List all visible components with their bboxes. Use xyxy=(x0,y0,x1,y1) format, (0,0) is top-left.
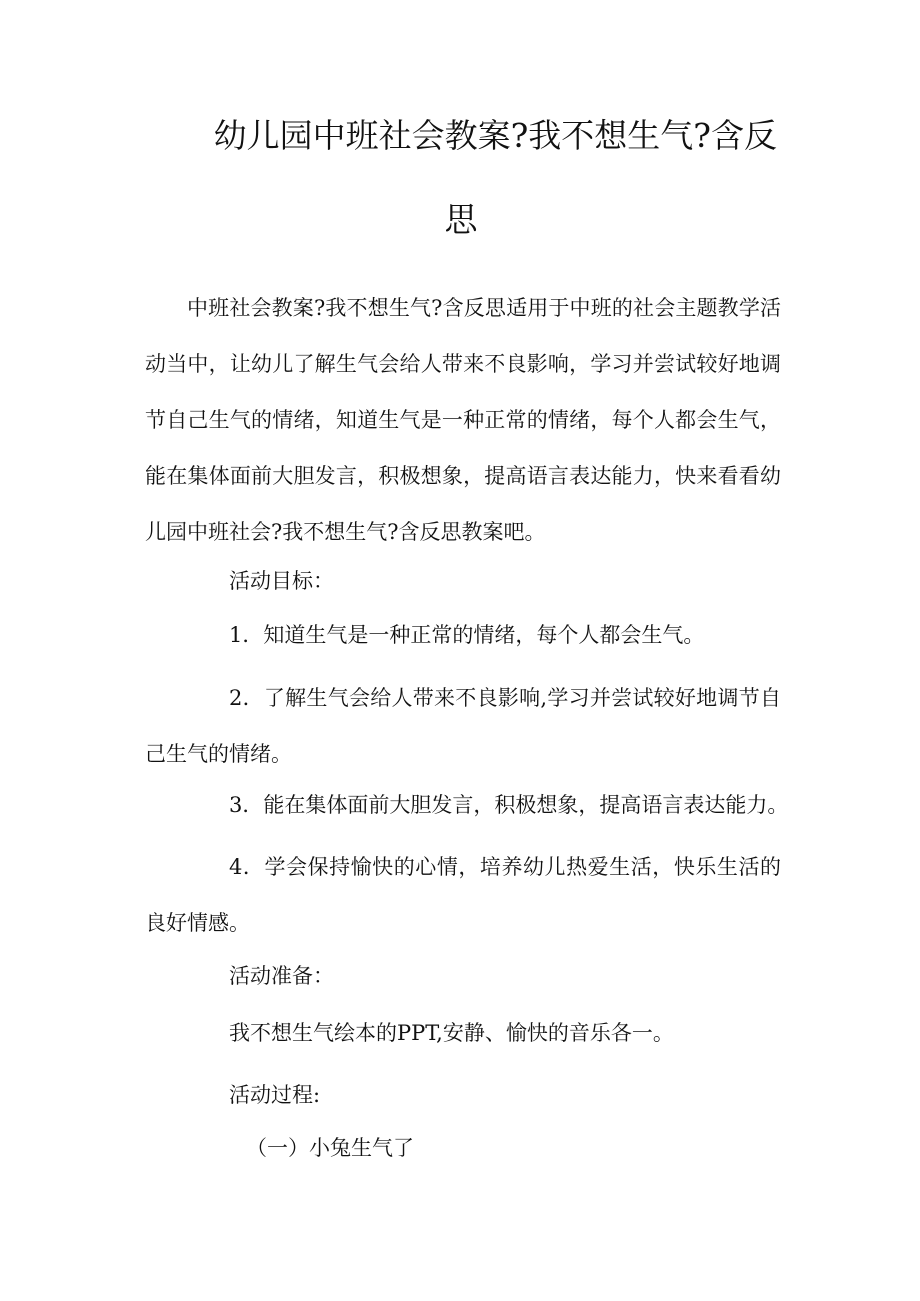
document-title-line-2: 思 xyxy=(444,200,478,239)
goal-item-3: 3．能在集体面前大胆发言，积极想象，提高语言表达能力。 xyxy=(229,793,789,817)
document-title-line-1: 幼儿园中班社会教案?我不想生气?含反 xyxy=(213,116,777,155)
goal-item-2: 2．了解生气会给人带来不良影响,学习并尝试较好地调节自己生气的情绪。 xyxy=(145,686,781,766)
process-heading: 活动过程: xyxy=(229,1083,321,1107)
goal-item-1: 1．知道生气是一种正常的情绪，每个人都会生气。 xyxy=(229,623,705,647)
prep-text: 我不想生气绘本的PPT,安静、愉快的音乐各一。 xyxy=(229,1021,674,1045)
section-1-heading: （一）小兔生气了 xyxy=(246,1136,414,1160)
intro-paragraph: 中班社会教案?我不想生气?含反思适用于中班的社会主题教学活动当中，让幼儿了解生气会给人带来不良影响，学习并尝试较好地调节自己生气的情绪，知道生气是一种正常的情绪，每个人都会生气，能在集体面前大胆发言，积极想象，提高语言表达能力，快来看看幼儿园中班社会?我不想生气?含反思教案吧。 xyxy=(145,296,781,544)
prep-heading: 活动准备： xyxy=(229,964,334,988)
goal-item-4: 4．学会保持愉快的心情，培养幼儿热爱生活，快乐生活的良好情感。 xyxy=(145,855,781,935)
goals-heading: 活动目标： xyxy=(229,569,334,593)
